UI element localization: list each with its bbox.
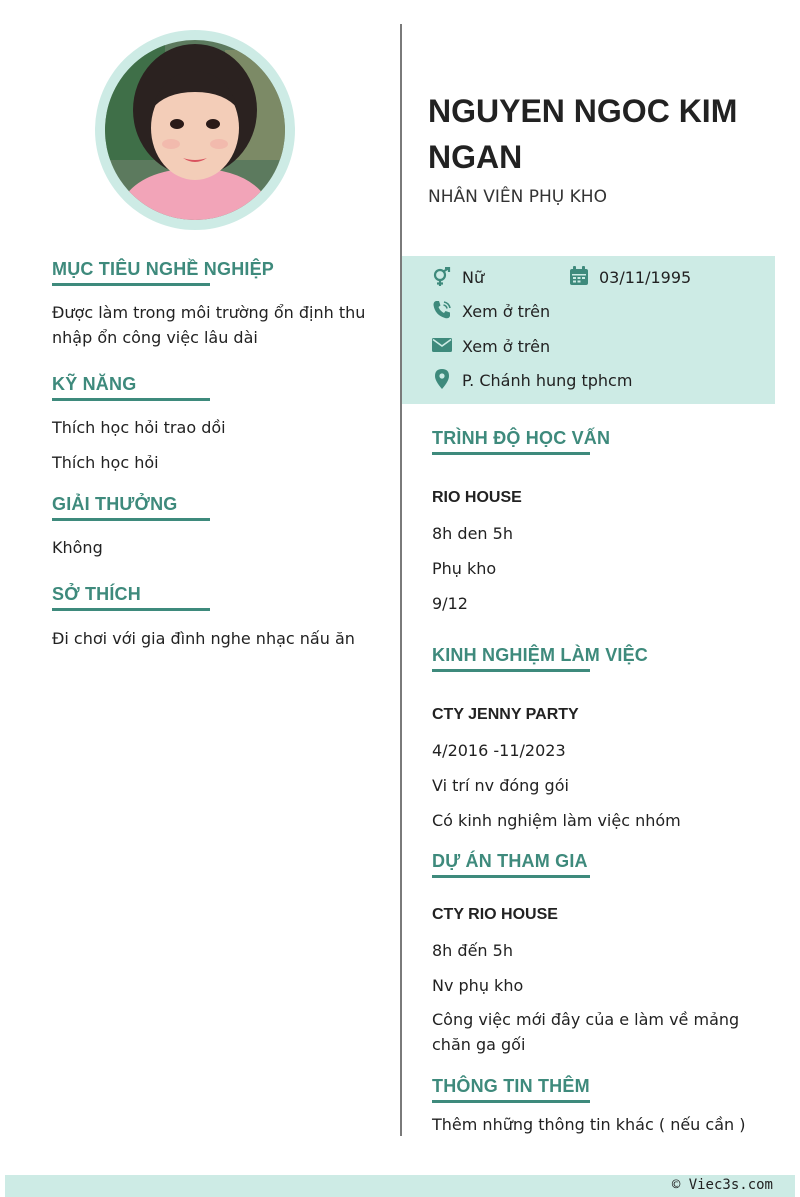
awards-underline: [52, 518, 210, 521]
hobbies-heading: SỞ THÍCH: [52, 584, 141, 604]
skills-underline: [52, 398, 210, 401]
extra-info-underline: [432, 1100, 590, 1103]
experience-line: 4/2016 -11/2023: [432, 741, 566, 760]
project-org: CTY RIO HOUSE: [432, 906, 558, 923]
education-underline: [432, 452, 590, 455]
experience-line: Có kinh nghiệm làm việc nhóm: [432, 811, 681, 830]
address-value: P. Chánh hung tphcm: [462, 371, 633, 390]
experience-underline: [432, 669, 590, 672]
footer-credit: © Viec3s.com: [671, 1177, 773, 1193]
skills-heading: KỸ NĂNG: [52, 374, 137, 394]
calendar-icon: [569, 266, 589, 286]
email-icon: [432, 335, 452, 355]
phone-icon: [432, 300, 452, 320]
education-org: RIO HOUSE: [432, 489, 522, 506]
extra-info-line: Thêm những thông tin khác ( nếu cần ): [432, 1115, 746, 1134]
gender-value: Nữ: [462, 268, 485, 287]
experience-line: Vi trí nv đóng gói: [432, 776, 569, 795]
birthday-value: 03/11/1995: [599, 268, 692, 287]
award-item: Không: [52, 538, 103, 557]
objective-line-2: nhập ổn công việc lâu dài: [52, 328, 258, 347]
avatar-frame: [95, 30, 295, 230]
candidate-name: NGUYEN NGOC KIM NGAN: [428, 93, 738, 175]
project-line: Công việc mới đây của e làm về mảng: [432, 1010, 740, 1029]
objective-heading: MỤC TIÊU NGHỀ NGHIỆP: [52, 259, 275, 279]
phone-value: Xem ở trên: [462, 302, 551, 321]
hobby-item: Đi chơi với gia đình nghe nhạc nấu ăn: [52, 629, 355, 648]
footer-bar: [5, 1175, 795, 1197]
awards-heading: GIẢI THƯỞNG: [52, 494, 178, 514]
education-line: 9/12: [432, 594, 468, 613]
location-pin-icon: [432, 369, 452, 389]
candidate-position: NHÂN VIÊN PHỤ KHO: [428, 187, 607, 207]
objective-line-1: Được làm trong môi trường ổn định thu: [52, 303, 366, 322]
skill-item: Thích học hỏi trao dồi: [52, 418, 226, 437]
avatar: [105, 40, 285, 220]
objective-underline: [52, 283, 210, 286]
skill-item: Thích học hỏi: [52, 453, 159, 472]
education-line: Phụ kho: [432, 559, 497, 578]
projects-heading: DỰ ÁN THAM GIA: [432, 851, 588, 871]
project-line: 8h đến 5h: [432, 941, 513, 960]
education-heading: TRÌNH ĐỘ HỌC VẤN: [432, 428, 611, 448]
project-line: chăn ga gối: [432, 1035, 526, 1054]
extra-info-heading: THÔNG TIN THÊM: [432, 1076, 590, 1096]
contact-panel: [402, 256, 775, 404]
gender-icon: [432, 267, 452, 287]
column-divider: [400, 24, 402, 1136]
experience-heading: KINH NGHIỆM LÀM VIỆC: [432, 645, 649, 665]
project-line: Nv phụ kho: [432, 976, 524, 995]
education-line: 8h den 5h: [432, 524, 513, 543]
hobbies-underline: [52, 608, 210, 611]
email-value: Xem ở trên: [462, 337, 551, 356]
experience-org: CTY JENNY PARTY: [432, 706, 579, 723]
projects-underline: [432, 875, 590, 878]
